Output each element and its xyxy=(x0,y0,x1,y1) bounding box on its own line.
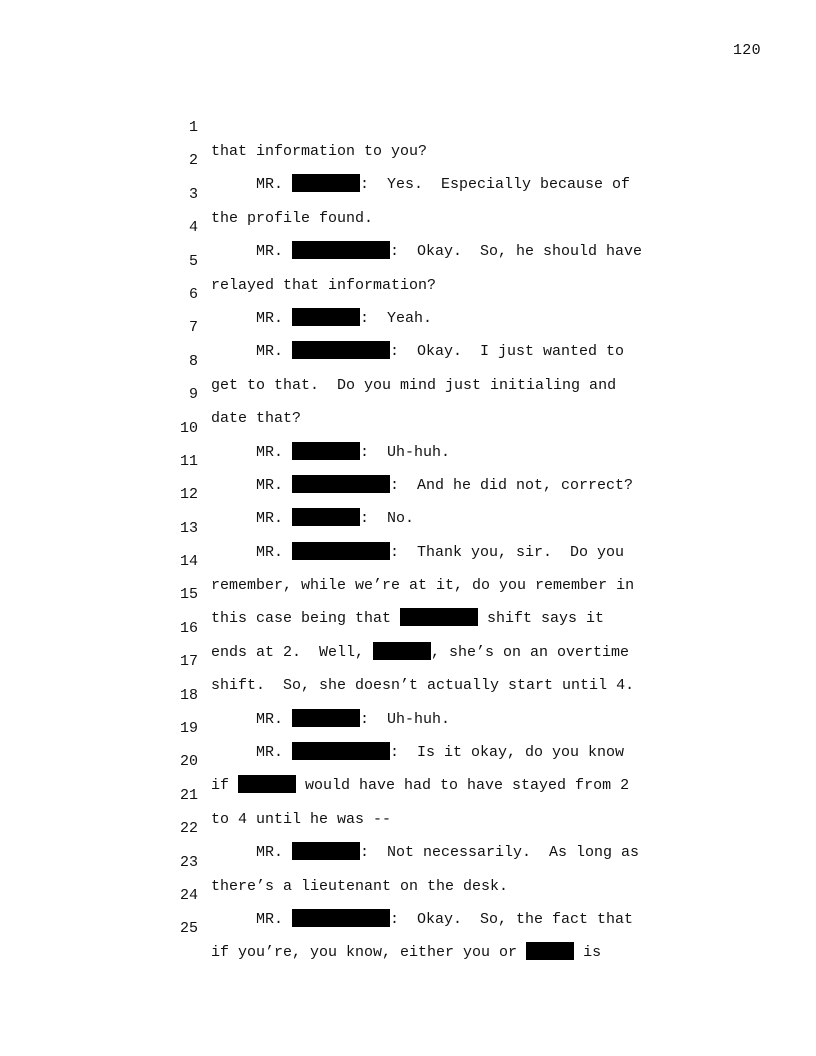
transcript-line xyxy=(150,326,710,394)
transcript-line xyxy=(150,426,710,494)
line-text: MR. : Okay. So, the fact that xyxy=(211,910,634,928)
line-text: date that? xyxy=(211,410,302,428)
line-number: 16 xyxy=(179,619,198,637)
transcript-line xyxy=(150,159,710,227)
line-number: 13 xyxy=(179,519,198,537)
redaction-bar xyxy=(526,942,574,960)
transcript-line xyxy=(150,292,710,361)
line-number: 22 xyxy=(179,820,198,838)
line-number: 20 xyxy=(179,753,198,771)
line-number: 17 xyxy=(179,653,198,671)
line-text: MR. : Okay. So, he should have xyxy=(211,243,643,261)
line-text: this case being that shift says it xyxy=(211,610,605,628)
transcript-line xyxy=(150,125,710,194)
transcript-line xyxy=(150,226,710,294)
line-number: 6 xyxy=(188,285,198,303)
line-text: MR. : Uh-huh. xyxy=(211,710,451,728)
line-text: the profile found. xyxy=(211,209,374,227)
line-text: MR. : No. xyxy=(211,510,415,528)
transcript-line xyxy=(150,760,710,828)
transcript-line xyxy=(150,660,710,728)
line-number: 21 xyxy=(179,786,198,804)
line-number: 12 xyxy=(179,486,198,504)
transcript-body xyxy=(150,92,710,962)
line-text: get to that. Do you mind just initialing and xyxy=(211,376,617,394)
line-number: 18 xyxy=(179,686,198,704)
line-text: if would have had to have stayed from 2 xyxy=(211,777,630,795)
line-text: there’s a lieutenant on the desk. xyxy=(211,877,509,895)
line-text: that information to you? xyxy=(211,143,428,160)
line-text: MR. : Uh-huh. xyxy=(211,443,451,461)
line-number: 10 xyxy=(179,419,198,437)
line-number: 19 xyxy=(179,720,198,738)
line-number: 1 xyxy=(188,119,198,136)
line-number: 3 xyxy=(188,185,198,203)
line-number: 8 xyxy=(188,352,198,370)
transcript-line xyxy=(150,593,710,661)
line-number: 9 xyxy=(188,386,198,404)
line-text: remember, while we’re at it, do you remember in xyxy=(211,577,635,595)
line-text: if you’re, you know, either you or is xyxy=(211,944,602,962)
line-number: 23 xyxy=(179,853,198,871)
transcript-line xyxy=(150,92,710,160)
line-number: 11 xyxy=(179,452,198,470)
line-number: 14 xyxy=(179,553,198,571)
transcript-line xyxy=(150,860,710,928)
line-number: 15 xyxy=(179,586,198,604)
line-number: 5 xyxy=(188,252,198,270)
line-text: ends at 2. Well, , she’s on an overtime xyxy=(211,643,630,661)
line-text: shift. So, she doesn’t actually start until 4. xyxy=(211,677,635,695)
line-number: 2 xyxy=(188,152,198,170)
line-text: MR. : Yeah. xyxy=(211,309,433,327)
line-text: MR. : Yes. Especially because of xyxy=(211,176,631,194)
line-number: 4 xyxy=(188,219,198,237)
line-text: to 4 until he was -- xyxy=(211,810,392,828)
line-text: MR. : Thank you, sir. Do you xyxy=(211,543,625,561)
line-text: relayed that information? xyxy=(211,276,437,294)
page-number: 120 xyxy=(733,42,761,59)
line-text: MR. : Okay. I just wanted to xyxy=(211,343,625,361)
line-number: 7 xyxy=(188,319,198,337)
line-text: MR. : Is it okay, do you know xyxy=(211,744,625,762)
line-text: MR. : And he did not, correct? xyxy=(211,476,634,494)
line-text: MR. : Not necessarily. As long as xyxy=(211,844,640,862)
transcript-line xyxy=(150,192,710,261)
line-number: 24 xyxy=(179,886,198,904)
transcript-line xyxy=(150,259,710,327)
line-number: 25 xyxy=(179,920,198,938)
transcript-line xyxy=(150,493,710,561)
transcript-line xyxy=(150,893,710,962)
